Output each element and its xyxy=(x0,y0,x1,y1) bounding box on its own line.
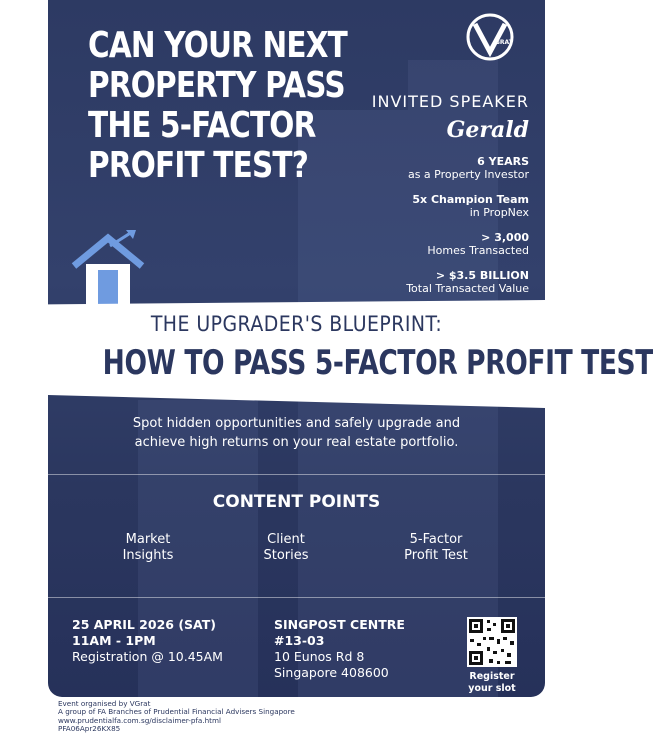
stat-desc: in PropNex xyxy=(469,206,529,219)
headline-line: PROPERTY PASS xyxy=(88,65,345,106)
organiser-footer xyxy=(58,700,295,734)
qr-code-icon[interactable] xyxy=(467,617,517,667)
venue-unit: #13-03 xyxy=(274,633,325,648)
description-line: achieve high returns on your real estate portfolio. xyxy=(134,435,459,450)
vgrat-logo-icon xyxy=(465,12,515,62)
content-point xyxy=(78,532,218,564)
footer-line: www.prudentialfa.com.sg/disclaimer-pfa.html xyxy=(58,715,221,725)
content-point-line: Insights xyxy=(122,548,174,563)
stat-desc: as a Property Investor xyxy=(407,168,529,181)
footer-line: Event organised by VGrat xyxy=(58,699,151,708)
headline xyxy=(88,25,348,186)
speaker-name: Gerald xyxy=(446,117,529,143)
headline-line: THE 5-FACTOR xyxy=(88,105,316,146)
description-line: Spot hidden opportunities and safely upgrade and xyxy=(132,416,461,431)
divider xyxy=(48,474,545,475)
house-growth-icon xyxy=(70,228,150,303)
event-date: 25 APRIL 2026 (SAT) xyxy=(72,617,216,632)
content-point-line: Stories xyxy=(263,548,309,563)
venue-name: SINGPOST CENTRE xyxy=(274,617,405,632)
stat-value: 5x Champion Team xyxy=(412,193,529,206)
content-points-title: CONTENT POINTS xyxy=(212,492,381,512)
event-datetime xyxy=(72,617,223,665)
banner-title: HOW TO PASS 5-FACTOR PROFIT TEST xyxy=(102,343,653,383)
logo-text: GRAT xyxy=(495,39,513,46)
content-point-line: Market xyxy=(125,532,171,547)
event-venue xyxy=(274,617,405,681)
register-cta-line: Register xyxy=(469,671,515,682)
stat-desc: Homes Transacted xyxy=(427,244,529,257)
speaker-stat xyxy=(329,193,529,219)
headline-line: CAN YOUR NEXT xyxy=(88,25,348,66)
register-cta-line: your slot xyxy=(468,683,516,694)
event-poster xyxy=(48,0,653,697)
venue-city: Singapore 408600 xyxy=(274,665,389,680)
stat-value: > 3,000 xyxy=(481,231,529,244)
registration-time: Registration @ 10.45AM xyxy=(72,649,223,664)
event-time: 11AM - 1PM xyxy=(72,633,156,648)
footer-line: PFA06Apr26KX85 xyxy=(58,724,121,734)
stat-value: > $3.5 BILLION xyxy=(435,269,529,282)
content-point xyxy=(216,532,356,564)
content-point-line: Client xyxy=(267,532,305,547)
banner-subtitle: THE UPGRADER'S BLUEPRINT: xyxy=(150,312,443,336)
headline-line: PROFIT TEST? xyxy=(88,145,309,186)
content-point xyxy=(366,532,506,564)
speaker-label: INVITED SPEAKER xyxy=(371,92,529,111)
venue-street: 10 Eunos Rd 8 xyxy=(274,649,365,664)
speaker-panel xyxy=(329,92,529,295)
stat-desc: Total Transacted Value xyxy=(406,282,529,295)
content-point-line: 5-Factor xyxy=(409,532,463,547)
register-cta[interactable] xyxy=(452,671,532,695)
content-point-line: Profit Test xyxy=(404,548,468,563)
footer-line: A group of FA Branches of Prudential Financial Advisers Singapore xyxy=(58,707,295,717)
stat-value: 6 YEARS xyxy=(477,155,529,168)
divider xyxy=(48,597,545,598)
speaker-stat xyxy=(329,231,529,257)
event-description xyxy=(78,414,515,452)
speaker-stat xyxy=(329,269,529,295)
speaker-stat xyxy=(329,155,529,181)
